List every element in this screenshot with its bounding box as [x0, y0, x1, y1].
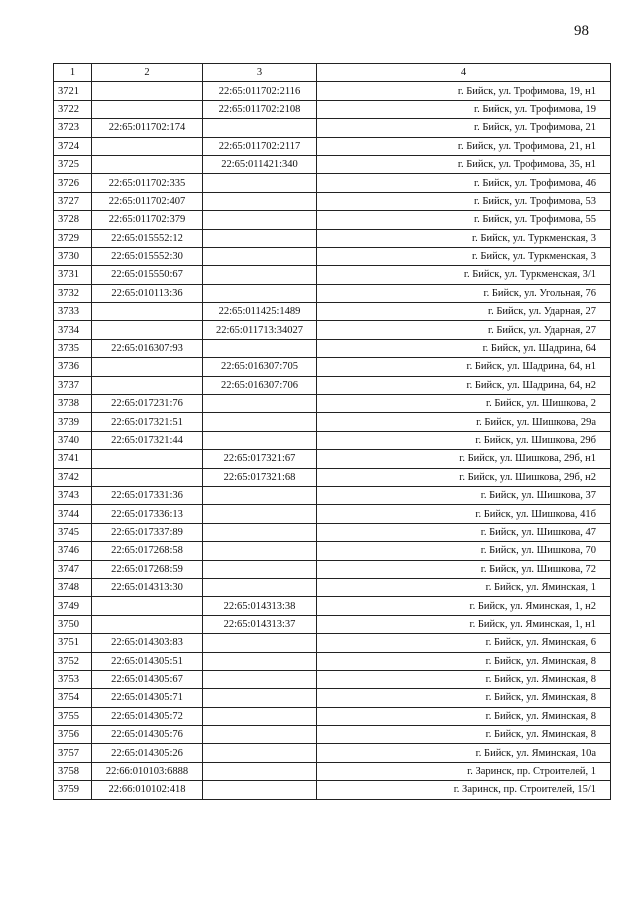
row-number-cell: 3725 — [54, 155, 92, 173]
cadastral-number-cell: 22:65:015550:67 — [92, 266, 203, 284]
address-cell: г. Бийск, ул. Шадрина, 64, н1 — [317, 358, 611, 376]
table-row — [54, 376, 611, 394]
address-cell: г. Бийск, ул. Угольная, 76 — [317, 284, 611, 302]
cadastral-number-cell: 22:65:015552:30 — [92, 247, 203, 265]
building-cadastral-cell — [203, 229, 317, 247]
cadastral-number-cell — [92, 615, 203, 633]
row-number-cell: 3731 — [54, 266, 92, 284]
cadastral-number-cell: 22:65:014303:83 — [92, 634, 203, 652]
address-cell: г. Бийск, ул. Яминская, 8 — [317, 726, 611, 744]
row-number-cell: 3751 — [54, 634, 92, 652]
row-number-cell: 3724 — [54, 137, 92, 155]
address-cell: г. Бийск, ул. Яминская, 1, н1 — [317, 615, 611, 633]
address-cell: г. Бийск, ул. Яминская, 8 — [317, 670, 611, 688]
address-cell: г. Бийск, ул. Яминская, 10а — [317, 744, 611, 762]
address-cell: г. Бийск, ул. Шишкова, 2 — [317, 395, 611, 413]
cadastral-number-cell — [92, 137, 203, 155]
building-cadastral-cell — [203, 284, 317, 302]
table-row — [54, 211, 611, 229]
address-cell: г. Бийск, ул. Трофимова, 46 — [317, 174, 611, 192]
table-row — [54, 578, 611, 596]
address-cell: г. Заринск, пр. Строителей, 15/1 — [317, 781, 611, 799]
address-cell: г. Бийск, ул. Яминская, 1, н2 — [317, 597, 611, 615]
address-cell: г. Бийск, ул. Трофимова, 21, н1 — [317, 137, 611, 155]
table-row — [54, 542, 611, 560]
building-cadastral-cell — [203, 707, 317, 725]
cadastral-number-cell — [92, 450, 203, 468]
address-cell: г. Бийск, ул. Ударная, 27 — [317, 303, 611, 321]
address-cell: г. Бийск, ул. Яминская, 1 — [317, 578, 611, 596]
building-cadastral-cell — [203, 119, 317, 137]
table-row — [54, 413, 611, 431]
building-cadastral-cell — [203, 689, 317, 707]
row-number-cell: 3748 — [54, 578, 92, 596]
table-row — [54, 100, 611, 118]
table-row — [54, 726, 611, 744]
row-number-cell: 3741 — [54, 450, 92, 468]
building-cadastral-cell: 22:65:016307:706 — [203, 376, 317, 394]
table-row — [54, 486, 611, 504]
table-row — [54, 284, 611, 302]
cadastral-number-cell — [92, 82, 203, 100]
row-number-cell: 3728 — [54, 211, 92, 229]
building-cadastral-cell — [203, 339, 317, 357]
address-cell: г. Бийск, ул. Яминская, 6 — [317, 634, 611, 652]
address-cell: г. Бийск, ул. Шишкова, 29б, н1 — [317, 450, 611, 468]
table-row — [54, 229, 611, 247]
row-number-cell: 3752 — [54, 652, 92, 670]
row-number-cell: 3736 — [54, 358, 92, 376]
address-cell: г. Бийск, ул. Шишкова, 47 — [317, 523, 611, 541]
cadastral-number-cell: 22:65:017321:51 — [92, 413, 203, 431]
table-row — [54, 597, 611, 615]
table-row — [54, 707, 611, 725]
cadastral-number-cell — [92, 303, 203, 321]
row-number-cell: 3747 — [54, 560, 92, 578]
table-row — [54, 358, 611, 376]
cadastral-number-cell — [92, 358, 203, 376]
address-cell: г. Бийск, ул. Шишкова, 72 — [317, 560, 611, 578]
cadastral-number-cell: 22:65:014305:76 — [92, 726, 203, 744]
table-body — [54, 82, 611, 799]
row-number-cell: 3722 — [54, 100, 92, 118]
building-cadastral-cell — [203, 670, 317, 688]
cadastral-number-cell: 22:65:014305:67 — [92, 670, 203, 688]
cadastral-number-cell: 22:65:017321:44 — [92, 431, 203, 449]
cadastral-number-cell: 22:65:011702:335 — [92, 174, 203, 192]
row-number-cell: 3746 — [54, 542, 92, 560]
address-cell: г. Бийск, ул. Трофимова, 53 — [317, 192, 611, 210]
row-number-cell: 3756 — [54, 726, 92, 744]
address-cell: г. Бийск, ул. Трофимова, 19, н1 — [317, 82, 611, 100]
address-cell: г. Бийск, ул. Шишкова, 29б — [317, 431, 611, 449]
table-row — [54, 395, 611, 413]
table-row — [54, 174, 611, 192]
table-row — [54, 321, 611, 339]
building-cadastral-cell: 22:65:011421:340 — [203, 155, 317, 173]
row-number-cell: 3727 — [54, 192, 92, 210]
building-cadastral-cell: 22:65:011702:2116 — [203, 82, 317, 100]
table-row — [54, 339, 611, 357]
address-cell: г. Бийск, ул. Яминская, 8 — [317, 707, 611, 725]
cadastral-number-cell: 22:65:014305:72 — [92, 707, 203, 725]
row-number-cell: 3729 — [54, 229, 92, 247]
row-number-cell: 3759 — [54, 781, 92, 799]
row-number-cell: 3732 — [54, 284, 92, 302]
building-cadastral-cell: 22:65:017321:67 — [203, 450, 317, 468]
building-cadastral-cell — [203, 413, 317, 431]
row-number-cell: 3738 — [54, 395, 92, 413]
address-cell: г. Бийск, ул. Шадрина, 64, н2 — [317, 376, 611, 394]
cadastral-number-cell: 22:65:017268:59 — [92, 560, 203, 578]
property-table — [53, 63, 611, 800]
building-cadastral-cell — [203, 634, 317, 652]
cadastral-number-cell — [92, 376, 203, 394]
building-cadastral-cell: 22:65:011702:2108 — [203, 100, 317, 118]
cadastral-number-cell — [92, 468, 203, 486]
cadastral-number-cell — [92, 321, 203, 339]
row-number-cell: 3750 — [54, 615, 92, 633]
row-number-cell: 3734 — [54, 321, 92, 339]
cadastral-number-cell: 22:65:014305:26 — [92, 744, 203, 762]
building-cadastral-cell — [203, 486, 317, 504]
address-cell: г. Бийск, ул. Туркменская, 3 — [317, 247, 611, 265]
address-cell: г. Бийск, ул. Яминская, 8 — [317, 652, 611, 670]
row-number-cell: 3721 — [54, 82, 92, 100]
cadastral-number-cell: 22:65:017231:76 — [92, 395, 203, 413]
address-cell: г. Бийск, ул. Трофимова, 35, н1 — [317, 155, 611, 173]
table-row — [54, 762, 611, 780]
table-header-row — [54, 64, 611, 82]
row-number-cell: 3742 — [54, 468, 92, 486]
cadastral-number-cell: 22:65:014305:51 — [92, 652, 203, 670]
address-cell: г. Бийск, ул. Трофимова, 19 — [317, 100, 611, 118]
address-cell: г. Бийск, ул. Шишкова, 29а — [317, 413, 611, 431]
table-row — [54, 670, 611, 688]
cadastral-number-cell: 22:65:015552:12 — [92, 229, 203, 247]
building-cadastral-cell: 22:65:011702:2117 — [203, 137, 317, 155]
building-cadastral-cell: 22:65:011425:1489 — [203, 303, 317, 321]
row-number-cell: 3730 — [54, 247, 92, 265]
table-row — [54, 82, 611, 100]
table-row — [54, 192, 611, 210]
table-row — [54, 652, 611, 670]
table-row — [54, 303, 611, 321]
cadastral-number-cell: 22:65:011702:379 — [92, 211, 203, 229]
cadastral-number-cell: 22:65:011702:407 — [92, 192, 203, 210]
table-row — [54, 119, 611, 137]
address-cell: г. Бийск, ул. Трофимова, 21 — [317, 119, 611, 137]
table-row — [54, 634, 611, 652]
cadastral-number-cell: 22:65:014313:30 — [92, 578, 203, 596]
address-cell: г. Бийск, ул. Шишкова, 41б — [317, 505, 611, 523]
building-cadastral-cell — [203, 652, 317, 670]
row-number-cell: 3749 — [54, 597, 92, 615]
address-cell: г. Бийск, ул. Ударная, 27 — [317, 321, 611, 339]
building-cadastral-cell — [203, 174, 317, 192]
address-cell: г. Бийск, ул. Туркменская, 3/1 — [317, 266, 611, 284]
address-cell: г. Бийск, ул. Туркменская, 3 — [317, 229, 611, 247]
table-row — [54, 247, 611, 265]
building-cadastral-cell — [203, 744, 317, 762]
table-row — [54, 523, 611, 541]
address-cell: г. Бийск, ул. Яминская, 8 — [317, 689, 611, 707]
building-cadastral-cell: 22:65:014313:37 — [203, 615, 317, 633]
table-row — [54, 615, 611, 633]
building-cadastral-cell — [203, 542, 317, 560]
table-row — [54, 431, 611, 449]
building-cadastral-cell — [203, 781, 317, 799]
column-header-2: 2 — [92, 64, 203, 82]
cadastral-number-cell: 22:65:017331:36 — [92, 486, 203, 504]
row-number-cell: 3726 — [54, 174, 92, 192]
table-row — [54, 505, 611, 523]
address-cell: г. Бийск, ул. Шишкова, 37 — [317, 486, 611, 504]
table-row — [54, 781, 611, 799]
cadastral-number-cell: 22:65:014305:71 — [92, 689, 203, 707]
building-cadastral-cell: 22:65:016307:705 — [203, 358, 317, 376]
cadastral-number-cell: 22:65:011702:174 — [92, 119, 203, 137]
building-cadastral-cell — [203, 762, 317, 780]
cadastral-number-cell — [92, 597, 203, 615]
row-number-cell: 3735 — [54, 339, 92, 357]
row-number-cell: 3740 — [54, 431, 92, 449]
row-number-cell: 3737 — [54, 376, 92, 394]
building-cadastral-cell — [203, 505, 317, 523]
building-cadastral-cell — [203, 395, 317, 413]
row-number-cell: 3739 — [54, 413, 92, 431]
cadastral-number-cell — [92, 155, 203, 173]
row-number-cell: 3733 — [54, 303, 92, 321]
building-cadastral-cell — [203, 192, 317, 210]
address-cell: г. Бийск, ул. Шишкова, 29б, н2 — [317, 468, 611, 486]
page-number: 98 — [574, 23, 589, 39]
building-cadastral-cell — [203, 247, 317, 265]
cadastral-number-cell: 22:65:010113:36 — [92, 284, 203, 302]
table-row — [54, 137, 611, 155]
address-cell: г. Бийск, ул. Шишкова, 70 — [317, 542, 611, 560]
table-row — [54, 266, 611, 284]
row-number-cell: 3745 — [54, 523, 92, 541]
row-number-cell: 3754 — [54, 689, 92, 707]
building-cadastral-cell — [203, 431, 317, 449]
address-cell: г. Заринск, пр. Строителей, 1 — [317, 762, 611, 780]
table-row — [54, 155, 611, 173]
table-row — [54, 560, 611, 578]
building-cadastral-cell: 22:65:014313:38 — [203, 597, 317, 615]
row-number-cell: 3758 — [54, 762, 92, 780]
row-number-cell: 3743 — [54, 486, 92, 504]
building-cadastral-cell — [203, 523, 317, 541]
row-number-cell: 3744 — [54, 505, 92, 523]
address-cell: г. Бийск, ул. Трофимова, 55 — [317, 211, 611, 229]
building-cadastral-cell — [203, 726, 317, 744]
table-row — [54, 689, 611, 707]
cadastral-number-cell: 22:66:010102:418 — [92, 781, 203, 799]
cadastral-number-cell: 22:65:016307:93 — [92, 339, 203, 357]
cadastral-number-cell: 22:65:017268:58 — [92, 542, 203, 560]
cadastral-number-cell: 22:65:017336:13 — [92, 505, 203, 523]
table-row — [54, 450, 611, 468]
column-header-3: 3 — [203, 64, 317, 82]
row-number-cell: 3755 — [54, 707, 92, 725]
building-cadastral-cell — [203, 578, 317, 596]
column-header-1: 1 — [54, 64, 92, 82]
column-header-4: 4 — [317, 64, 611, 82]
row-number-cell: 3723 — [54, 119, 92, 137]
cadastral-number-cell: 22:65:017337:89 — [92, 523, 203, 541]
cadastral-number-cell: 22:66:010103:6888 — [92, 762, 203, 780]
table-row — [54, 468, 611, 486]
building-cadastral-cell: 22:65:011713:34027 — [203, 321, 317, 339]
address-cell: г. Бийск, ул. Шадрина, 64 — [317, 339, 611, 357]
cadastral-number-cell — [92, 100, 203, 118]
building-cadastral-cell — [203, 560, 317, 578]
row-number-cell: 3753 — [54, 670, 92, 688]
row-number-cell: 3757 — [54, 744, 92, 762]
building-cadastral-cell: 22:65:017321:68 — [203, 468, 317, 486]
building-cadastral-cell — [203, 266, 317, 284]
building-cadastral-cell — [203, 211, 317, 229]
table-row — [54, 744, 611, 762]
